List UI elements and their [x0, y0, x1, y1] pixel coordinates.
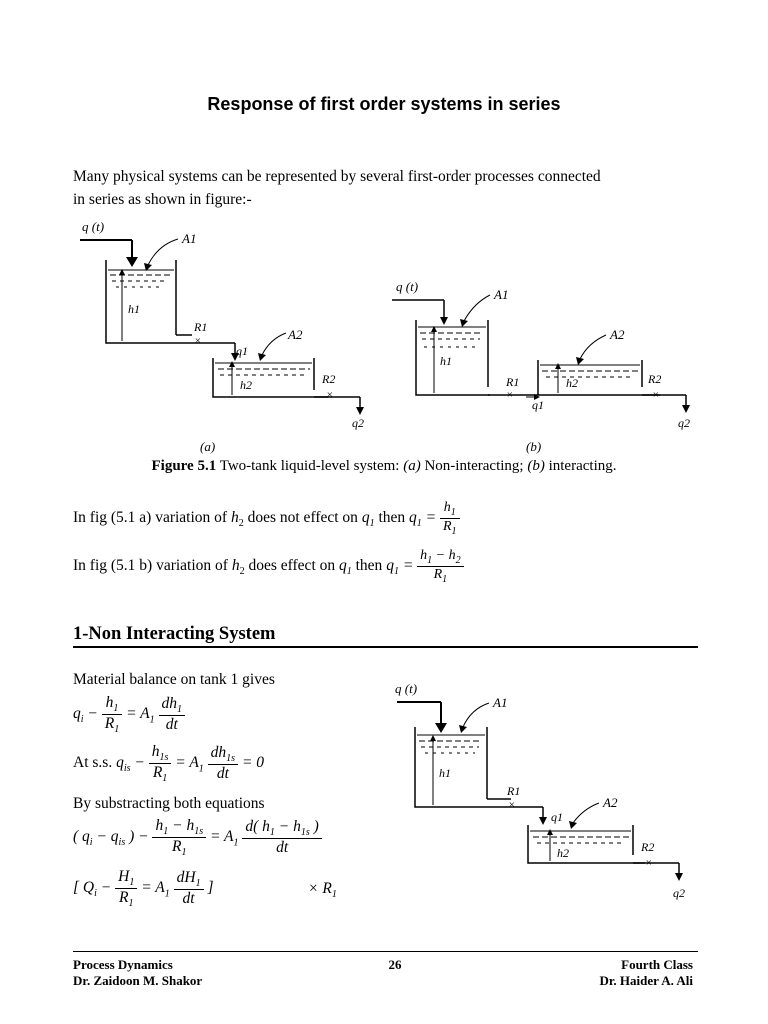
intro-paragraph: [73, 165, 698, 211]
fig-b-sublabel: (b): [526, 439, 542, 454]
footer-course: Process Dynamics: [73, 957, 173, 972]
subtracting-text: By substracting both equations: [73, 795, 265, 812]
equation-deviation: ( $q_i - q_{is}$ ) − $\frac{h_1 - h_{1s}}{R_1}$ = $A_1$ $\frac{d( h_1 - h_{1s} )}{dt}$: [73, 817, 322, 858]
fig-a-A1-label: A1: [182, 231, 197, 246]
fig-a-h1-label: h1: [128, 302, 140, 316]
fig-c-R1-label: R1: [507, 784, 521, 798]
fig-b-A2-label: A2: [610, 327, 625, 342]
fig-c-A2-label: A2: [603, 795, 618, 810]
fig-c-q1-label: q1: [551, 810, 563, 824]
fig-b-h1-label: h1: [440, 354, 452, 368]
svg-text:×: ×: [652, 389, 660, 401]
fig-a-h2-label: h2: [240, 378, 252, 392]
fig-c-A1-label: A1: [493, 695, 508, 710]
fig-a-R2-label: R2: [322, 372, 336, 386]
equation-1: $q_i$ − $\frac{h_1}{R_1}$ = $A_1$ $\frac{dh_1}{dt}$: [73, 694, 185, 735]
section-rule: [73, 646, 698, 648]
fig-b-q1-label: q1: [532, 398, 544, 412]
equation-deviation-variables: [ $Q_i$ − $\frac{H_1}{R_1}$ = $A_1$ $\frac{dH_1}{dt}$ ]: [73, 868, 214, 910]
intro-line-1: Many physical systems can be represented by several first-order processes connected: [73, 168, 601, 185]
fig-c-q-in-label: q (t): [395, 681, 418, 696]
statement-2: In fig (5.1 b) variation of $h_2$ does effect on $q_1$ then $q_1$ = $\frac{h_1 - h_2}{R_1}$: [73, 548, 464, 585]
fig-a-q1-label: q1: [236, 344, 248, 358]
figure-non-interacting-repeat: [395, 675, 700, 910]
figure-a-non-interacting: [70, 215, 390, 455]
page-title: Response of first order systems in series: [207, 94, 561, 114]
fig-b-q2-label: q2: [678, 416, 690, 430]
page-number: 26: [388, 957, 402, 972]
footer-right: [599, 957, 693, 989]
fig-a-A2-label: A2: [288, 327, 303, 342]
figure-b-interacting: [390, 275, 700, 455]
statement-1: In fig (5.1 a) variation of $h_2$ does not effect on $q_1$ then $q_1$ = $\frac{h_1}{R_1}$: [73, 500, 460, 537]
fig-c-h2-label: h2: [557, 846, 569, 860]
fig-a-R1-label: R1: [194, 320, 208, 334]
fig-b-h2-label: h2: [566, 376, 578, 390]
fig-a-q2-label: q2: [352, 416, 364, 430]
intro-line-2: in series as shown in figure:-: [73, 191, 252, 208]
figure-caption: Figure 5.1 Two-tank liquid-level system: (a) Non-interacting; (b) interacting.: [151, 458, 617, 474]
fig-a-sublabel: (a): [200, 439, 216, 454]
multiply-by-R1: × $R_1$: [308, 880, 337, 901]
fig-c-q2-label: q2: [673, 886, 685, 900]
footer-class: Fourth Class: [621, 957, 693, 972]
footer-rule: [73, 951, 698, 952]
svg-text:×: ×: [508, 799, 516, 811]
section-heading: 1-Non Interacting System: [73, 624, 276, 644]
fig-b-R1-label: R1: [506, 375, 520, 389]
equation-steady-state: At s.s. $q_{is}$ − $\frac{h_{1s}}{R_1}$ = $A_1$ $\frac{dh_{1s}}{dt}$ = 0: [73, 743, 265, 785]
svg-text:×: ×: [506, 389, 514, 401]
fig-c-h1-label: h1: [439, 766, 451, 780]
footer-author-2: Dr. Haider A. Ali: [599, 973, 693, 988]
material-balance-text: Material balance on tank 1 gives: [73, 671, 275, 688]
fig-b-A1-label: A1: [494, 287, 509, 302]
fig-a-q-in-label: q (t): [82, 219, 105, 234]
svg-text:×: ×: [326, 389, 334, 401]
svg-text:×: ×: [645, 857, 653, 869]
caption-figure-number: Figure 5.1: [151, 458, 217, 474]
fig-c-R2-label: R2: [641, 840, 655, 854]
fig-b-R2-label: R2: [648, 372, 662, 386]
footer-author-1: Dr. Zaidoon M. Shakor: [73, 973, 203, 988]
svg-text:×: ×: [194, 335, 202, 347]
fig-b-q-in-label: q (t): [396, 279, 419, 294]
